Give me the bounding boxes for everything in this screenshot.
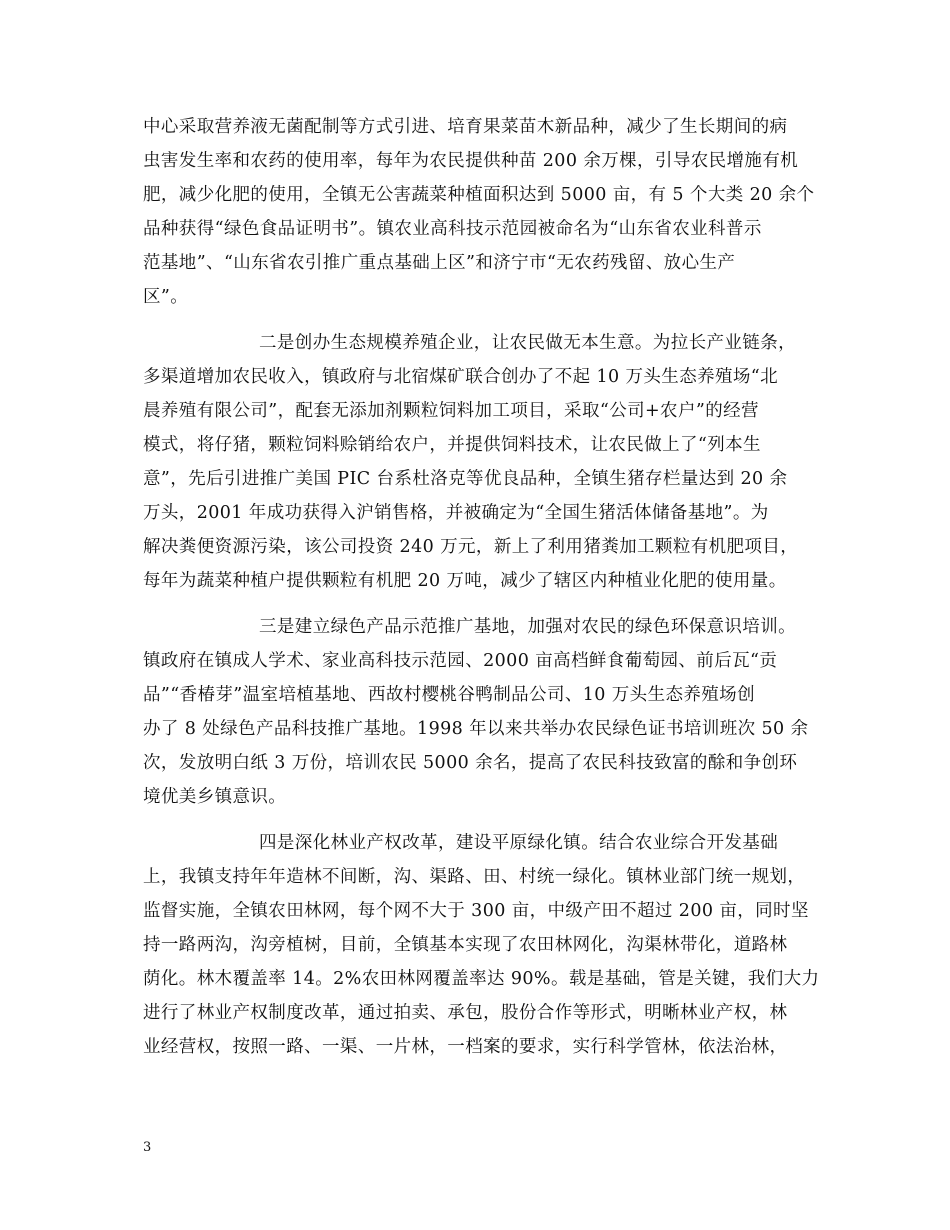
text-line: 荫化。林木覆盖率 14。2%农田林网覆盖率达 90%。载是基础，管是关键，我们大力 (143, 969, 820, 989)
text-line: 万头，2001 年成功获得入沪销售格，并被确定为“全国生猪活体储备基地”。为 (143, 503, 769, 523)
text-line: 晨养殖有限公司”，配套无添加剂颗粒饲料加工项目，采取“公司+农户”的经营 (143, 401, 759, 421)
paragraph-start: 三是建立绿色产品示范推广基地，加强对农民的绿色环保意识培训。 (259, 617, 796, 637)
text-line: 模式，将仔猪，颗粒饲料赊销给农户，并提供饲料技术，让农民做上了“列本生 (143, 435, 761, 455)
text-line: 中心采取营养液无菌配制等方式引进、培育果菜苗木新品种，减少了生长期间的病 (143, 117, 788, 137)
text-line: 肥，减少化肥的使用，全镇无公害蔬菜种植面积达到 5000 亩，有 5 个大类 20 余个 (143, 185, 815, 205)
page-number: 3 (143, 1140, 152, 1155)
text-line: 解决粪便资源污染，该公司投资 240 万元，新上了利用猪粪加工颗粒有机肥项目， (143, 537, 799, 557)
paragraph-start: 四是深化林业产权改革，建设平原绿化镇。结合农业综合开发基础 (259, 833, 779, 853)
text-line: 持一路两沟，沟旁植树，目前，全镇基本实现了农田林网化，沟渠林带化，道路林 (143, 935, 788, 955)
text-line: 意”，先后引进推广美国 PIC 台系杜洛克等优良品种，全镇生猪存栏量达到 20 余 (143, 469, 788, 489)
text-line: 监督实施，全镇农田林网，每个网不大于 300 亩，中级产田不超过 200 亩，同时坚 (143, 901, 809, 921)
text-line: 镇政府在镇成人学术、家业高科技示范园、2000 亩高档鲜食葡萄园、前后瓦“贡 (143, 651, 778, 671)
text-line: 区”。 (143, 287, 189, 307)
text-line: 多渠道增加农民收入，镇政府与北宿煤矿联合创办了不起 10 万头生态养殖场“北 (143, 367, 779, 387)
text-line: 品”“香椿芽”温室培植基地、西故村樱桃谷鸭制品公司、10 万头生态养殖场创 (143, 685, 755, 705)
text-line: 业经营权，按照一路、一渠、一片林，一档案的要求，实行科学管林，依法治林， (143, 1037, 788, 1057)
text-line: 进行了林业产权制度改革，通过拍卖、承包，股份合作等形式，明晰林业产权，林 (143, 1003, 788, 1023)
text-line: 境优美乡镇意识。 (143, 787, 287, 807)
text-line: 品种获得“绿色食品证明书”。镇农业高科技示范园被命名为“山东省农业科普示 (143, 219, 762, 239)
text-line: 每年为蔬菜种植户提供颗粒有机肥 20 万吨，减少了辖区内种植业化肥的使用量。 (143, 571, 787, 591)
text-line: 办了 8 处绿色产品科技推广基地。1998 年以来共举办农民绿色证书培训班次 50 余 (143, 719, 809, 739)
text-line: 次，发放明白纸 3 万份，培训农民 5000 余名，提高了农民科技致富的酴和争创环 (143, 753, 798, 773)
text-line: 虫害发生率和农药的使用率，每年为农民提供种苗 200 余万棵，引导农民增施有机 (143, 151, 799, 171)
text-line: 上，我镇支持年年造林不间断，沟、渠路、田、村统一绿化。镇林业部门统一规划， (143, 867, 806, 887)
paragraph-start: 二是创办生态规模养殖企业，让农民做无本生意。为拉长产业链条， (259, 333, 796, 353)
text-line: 范基地”、“山东省农引推广重点基础上区”和济宁市“无农药残留、放心生产 (143, 253, 736, 273)
